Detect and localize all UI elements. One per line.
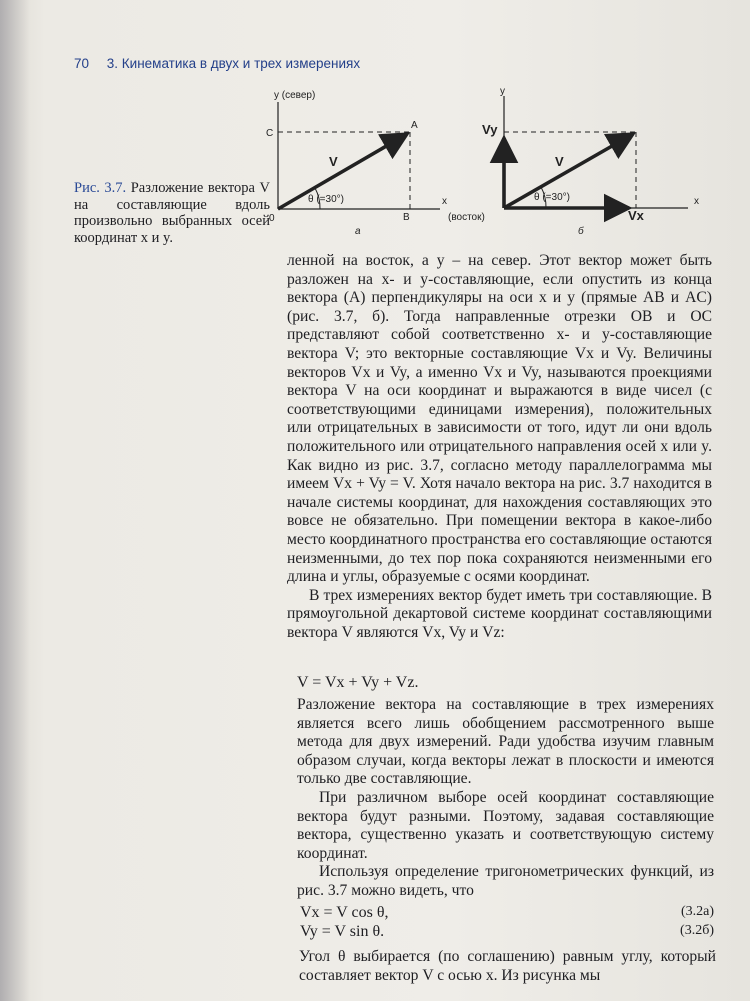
running-head xyxy=(74,56,360,71)
paragraph-1: ленной на восток, а y – на север. Этот вектор может быть разложен на x- и y-составляющие, если опустить из конца вектора (A) перпендикуляры на оси x и y (прямые AB и AC) (рис. 3.7, б). Тогда направленные отрезки OB и OC представляют собой соответственно x- и y-составляющие вектора V; это векторные составляющие Vx и Vy. Величины векторов Vx и Vy, а именно Vx и Vy, называются проекциями вектора V на оси координат и выражаются в виде чисел (с соответствующими единицами измерения), положительных или отрицательных в зависимости от того, идут ли они вдоль положительного или отрицательного направления осей x или y. Как видно из рис. 3.7, согласно методу параллелограмма мы имеем Vx + Vy = V. Хотя начало вектора на рис. 3.7 находится в начале системы координат, для нахождения составляющих это вовсе не обязательно. При помещении вектора в какое-либо место координатного пространства его составляющие остаются неизменными, до тех пор пока сохраняются неизменными его длина и углы, образуемые с осями координат. xyxy=(287,252,712,586)
paragraph-3: Разложение вектора на составляющие в трех измерениях является всего лишь обобщением рассмотренного выше метода для двух измерений. Ради удобства изучим главным образом случаи, когда векторы лежат в плоскости и имеются только две составляющие. xyxy=(297,696,714,788)
vx-label: Vx xyxy=(628,208,644,223)
equation-3-2b-text: Vy = V sin θ. xyxy=(300,923,385,940)
body-text-continued xyxy=(297,696,714,901)
equation-vector-sum: V = Vx + Vy + Vz. xyxy=(297,674,419,691)
body-text xyxy=(287,252,712,642)
paragraph-2: В трех измерениях вектор будет иметь три составляющие. В прямоугольной декартовой системе координат составляющими вектора V являются Vx, Vy и Vz: xyxy=(287,586,712,641)
page-gutter-shadow xyxy=(0,0,30,1001)
y-axis-label: y (север) xyxy=(274,90,316,101)
caption-text: Разложение вектора V на составляющие вдоль произвольно выбранных осей координат x и y. xyxy=(74,180,270,246)
paragraph-5: Используя определение тригонометрических функций, из рис. 3.7 можно видеть, что xyxy=(297,863,714,899)
figure-a xyxy=(262,86,485,237)
origin-label: 0 xyxy=(269,213,275,224)
paragraph-6: Угол θ выбирается (по соглашению) равным углу, который составляет вектор V с осью x. Из рисунка мы xyxy=(299,948,716,984)
figure-b xyxy=(482,86,708,237)
figure-caption xyxy=(74,180,270,246)
angle-label: θ (=30°) xyxy=(308,194,344,205)
x-axis-label: x xyxy=(694,196,699,207)
figure-b-sublabel: б xyxy=(578,226,584,237)
page-number: 70 xyxy=(74,56,90,71)
equation-3-2a xyxy=(300,904,714,922)
point-b-label: B xyxy=(403,212,410,223)
equation-3-2b-number: (3.2б) xyxy=(680,923,714,938)
vy-label: Vy xyxy=(482,122,498,137)
vector-v-label: V xyxy=(329,154,338,169)
y-axis-label: y xyxy=(500,86,505,97)
caption-label: Рис. 3.7. xyxy=(74,180,127,196)
vector-v-label: V xyxy=(555,154,564,169)
equation-3-2a-text: Vx = V cos θ, xyxy=(300,904,389,921)
point-a-label: A xyxy=(411,120,418,131)
figure-a-sublabel: а xyxy=(355,226,361,237)
x-axis-end-label: x xyxy=(442,196,447,207)
equation-3-2a-number: (3.2a) xyxy=(680,904,714,919)
angle-label: θ (=30°) xyxy=(534,192,570,203)
chapter-title: 3. Кинематика в двух и трех измерениях xyxy=(106,56,361,71)
equation-3-2b xyxy=(300,923,714,941)
body-text-final xyxy=(299,948,716,985)
paragraph-4: При различном выборе осей координат составляющие вектора будут разными. Поэтому, задавая составляющие вектора, существенно указать и соответствующую систему координат. xyxy=(297,788,714,862)
x-axis-label: (восток) xyxy=(448,212,485,223)
point-c-label: C xyxy=(266,128,274,139)
